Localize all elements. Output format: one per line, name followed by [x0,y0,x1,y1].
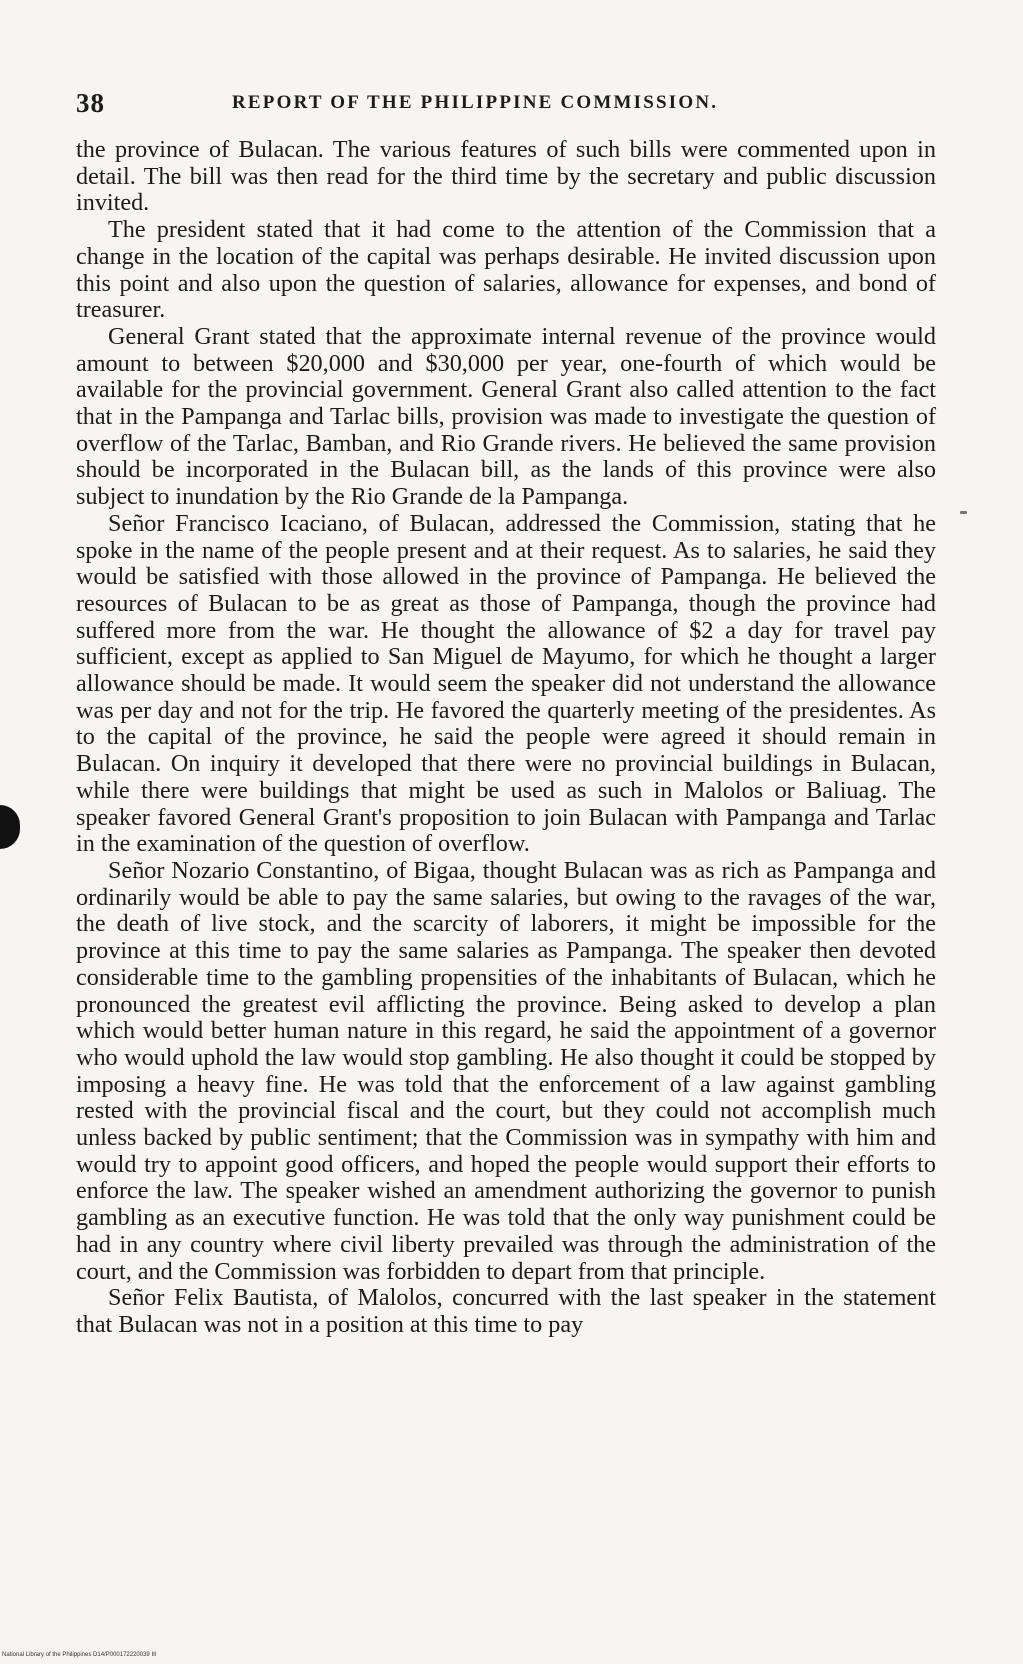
paragraph-constantino: Señor Nozario Constantino, of Bigaa, thought Bulacan was as rich as Pampanga and ordinarily would be able to pay the same salaries, but owing to the ravages of the war, the death of live stock, and the scarcity of laborers, it might be impossible for the province at this time to pay the same salaries as Pampanga. The speaker then devoted considerable time to the gambling propensities of the inhabitants of Bulacan, which he pronounced the greatest evil afflicting the province. Being asked to develop a plan which would better human nature in this regard, he said the appointment of a governor who would uphold the law would stop gambling. He also thought it could be stopped by imposing a heavy fine. He was told that the enforcement of a law against gambling rested with the provincial fiscal and the court, but they could not accomplish much unless backed by public sentiment; that the Commission was in sympathy with him and would try to appoint good officers, and hoped the people would support their efforts to enforce the law. The speaker wished an amendment authorizing the governor to punish gambling as an executive function. He was told that the only way punishment could be had in any country where civil liberty prevailed was through the administration of the court, and the Commission was forbidden to depart from that principle. [76,856,936,1285]
page-number: 38 [76,88,105,118]
ink-speck [960,511,967,514]
paragraph-continued: the province of Bulacan. The various features of such bills were commented upon in detail. The bill was then read for the third time by the secretary and public discussion invited. [76,136,936,217]
paragraph-bautista: Señor Felix Bautista, of Malolos, concurred with the last speaker in the statement that Bulacan was not in a position at this time to pay [76,1284,936,1338]
body-text [76,137,936,1339]
paragraph-president-statement: The president stated that it had come to the attention of the Commission that a change in the location of the capital was perhaps desirable. He invited discussion upon this point and also upon the question of salaries, allowance for expenses, and bond of treasurer. [76,216,936,324]
page-header [76,88,936,118]
paragraph-icaciano: Señor Francisco Icaciano, of Bulacan, addressed the Commission, stating that he spoke in the name of the people present and at their request. As to salaries, he said they would be satisfied with those allowed in the province of Pampanga. He believed the resources of Bulacan to be as great as those of Pampanga, though the province had suffered more from the war. He thought the allowance of $2 a day for travel pay sufficient, except as applied to San Miguel de Mayumo, for which he thought a larger allowance should be made. It would seem the speaker did not understand the allowance was per day and not for the trip. He favored the quarterly meeting of the presidentes. As to the capital of the province, he said the people were agreed it should remain in Bulacan. On inquiry it developed that there were no provincial buildings in Bulacan, while there were buildings that might be used as such in Malolos or Baliuag. The speaker favored General Grant's proposition to join Bulacan with Pampanga and Tarlac in the examination of the question of overflow. [76,509,936,858]
running-head: REPORT OF THE PHILIPPINE COMMISSION. [232,92,719,113]
scan-credit: National Library of the Philippines D14/P000172220039 III [2,1652,157,1658]
binding-shadow [0,805,20,849]
paragraph-general-grant: General Grant stated that the approximate internal revenue of the province would amount to between $20,000 and $30,000 per year, one-fourth of which would be available for the provincial government. General Grant also called attention to the fact that in the Pampanga and Tarlac bills, provision was made to investigate the question of overflow of the Tarlac, Bamban, and Rio Grande rivers. He believed the same provision should be incorporated in the Bulacan bill, as the lands of this province were also subject to inundation by the Rio Grande de la Pampanga. [76,322,936,511]
